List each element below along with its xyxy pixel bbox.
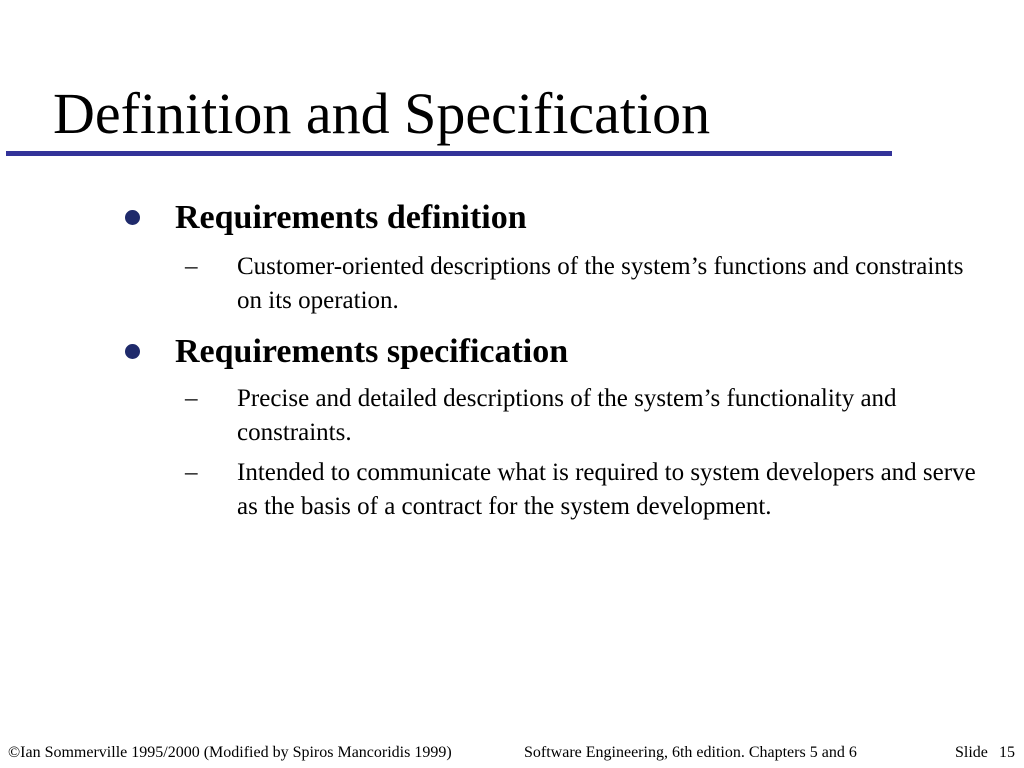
- sub-item: [120, 456, 1000, 524]
- footer-slide-label: Slide: [955, 744, 988, 761]
- sub-item-text: Customer-oriented descriptions of the system’s functions and constraints on its operation.: [237, 253, 964, 314]
- slide-title: Definition and Specification: [53, 81, 711, 146]
- sub-item-text: Intended to communicate what is required to system developers and serve as the basis of a contract for the system development.: [237, 459, 976, 520]
- dash-marker: –: [185, 459, 198, 486]
- footer-book-title: Software Engineering, 6th edition. Chapters 5 and 6: [524, 744, 857, 761]
- sub-item: [120, 250, 1000, 318]
- dash-marker: –: [185, 253, 198, 280]
- bullet-item-requirements-definition: [120, 198, 1000, 318]
- footer-slide-number: 15: [999, 744, 1015, 761]
- bullet-item-requirements-specification: [120, 332, 1000, 524]
- bullet-label: Requirements definition: [175, 199, 527, 236]
- footer-copyright: ©Ian Sommerville 1995/2000 (Modified by Spiros Mancoridis 1999): [8, 744, 452, 761]
- dash-marker: –: [185, 385, 198, 412]
- sub-item: [120, 382, 1000, 450]
- bullet-dot-icon: [125, 344, 140, 359]
- bullet-label: Requirements specification: [175, 333, 569, 370]
- sub-item-text: Precise and detailed descriptions of the system’s functionality and constraints.: [237, 385, 897, 446]
- bullet-dot-icon: [125, 210, 140, 225]
- slide-footer: [0, 742, 1024, 764]
